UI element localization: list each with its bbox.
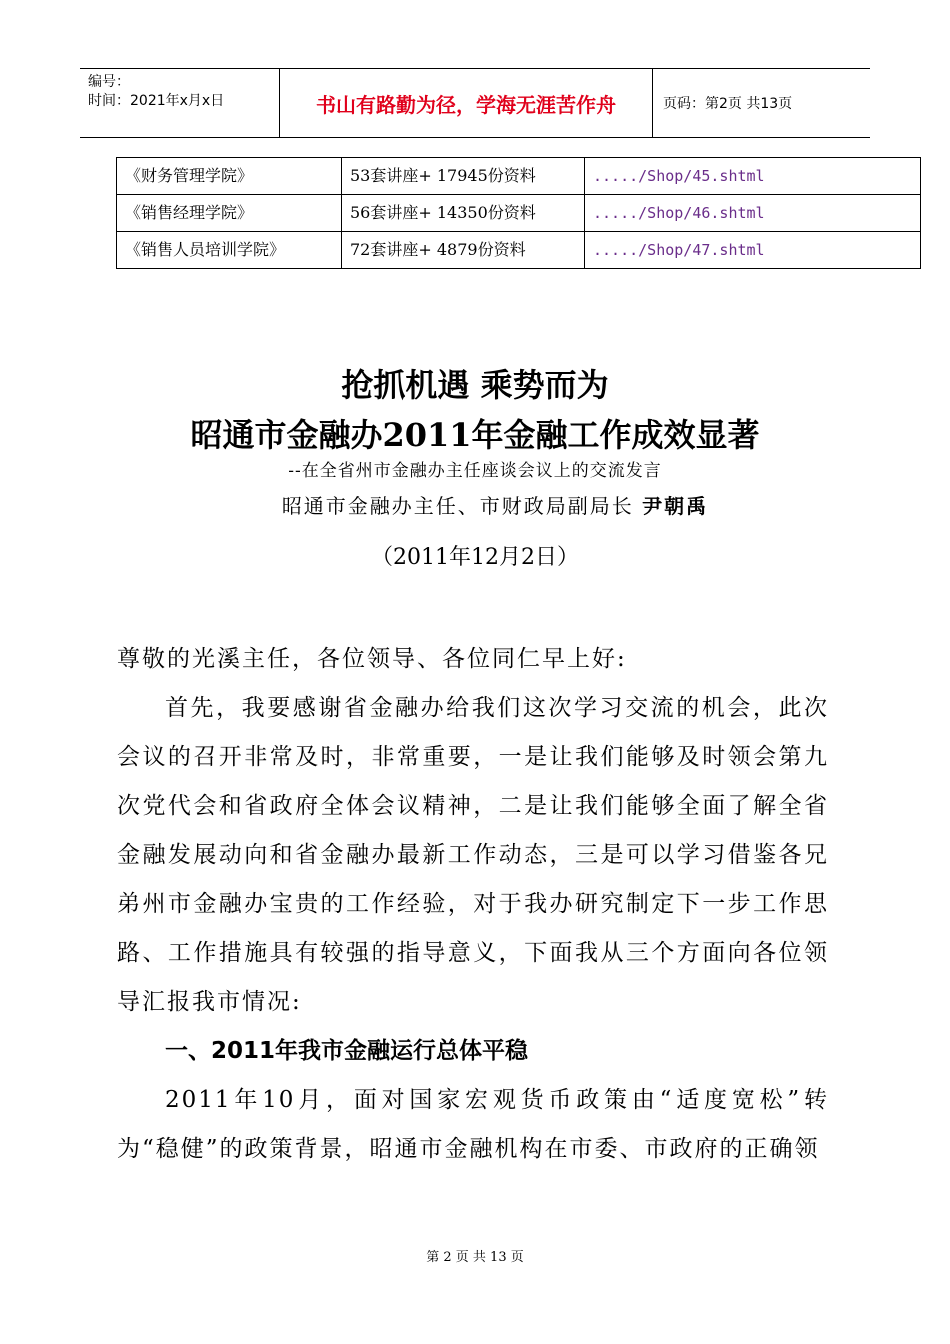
table-row: [117, 232, 921, 269]
table-cell-name: 《销售人员培训学院》: [117, 232, 342, 269]
number-label: 编号：: [88, 74, 130, 90]
author-role: 昭通市金融办主任、市财政局副局长: [281, 494, 634, 518]
header-motto: 书山有路勤为径，学海无涯苦作舟: [280, 69, 653, 137]
document-author: [0, 490, 950, 519]
page-footer: 第 2 页 共 13 页: [426, 1250, 524, 1265]
header-page-info: 页码：第2页 共13页: [663, 96, 793, 112]
author-name: 尹朝禹: [642, 494, 709, 518]
table-row: [117, 195, 921, 232]
table-cell-name: 《财务管理学院》: [117, 158, 342, 195]
body-paragraph: 首先，我要感谢省金融办给我们这次学习交流的机会，此次会议的召开非常及时，非常重要，一是让我们能够及时领会第九次党代会和省政府全体会议精神，二是让我们能够全面了解全省金融发展动向和省金融办最新工作动态，三是可以学习借鉴各兄弟州市金融办宝贵的工作经验，对于我办研究制定下一步工作思路、工作措施具有较强的指导意义，下面我从三个方面向各位领导汇报我市情况:: [117, 695, 829, 1015]
header-meta: [80, 69, 280, 137]
table-cell-link[interactable]: ...../Shop/47.shtml: [585, 232, 921, 269]
document-subtitle: --在全省州市金融办主任座谈会议上的交流发言: [288, 461, 662, 481]
table-cell-link[interactable]: ...../Shop/45.shtml: [585, 158, 921, 195]
document-date: （2011年12月2日）: [371, 545, 579, 570]
section-heading: 一、2011年我市金融运行总体平稳: [165, 1038, 529, 1064]
document-title-line1: 抢抓机遇 乘势而为: [341, 366, 609, 404]
table-cell-link[interactable]: ...../Shop/46.shtml: [585, 195, 921, 232]
greeting-paragraph: 尊敬的光溪主任，各位领导、各位同仁早上好:: [117, 646, 627, 672]
document-title-line2: 昭通市金融办2011年金融工作成效显著: [190, 416, 760, 454]
body-paragraph: 2011年10月，面对国家宏观货币政策由“适度宽松”转为“稳健”的政策背景，昭通市金融机构在市委、市政府的正确领: [117, 1087, 829, 1162]
table-row: [117, 158, 921, 195]
resource-table: [116, 157, 921, 269]
time-label: 时间：2021年x月x日: [88, 93, 225, 109]
document-body: [117, 635, 829, 1174]
table-cell-name: 《销售经理学院》: [117, 195, 342, 232]
table-cell-content: 53套讲座+ 17945份资料: [342, 158, 585, 195]
table-cell-content: 56套讲座+ 14350份资料: [342, 195, 585, 232]
table-cell-content: 72套讲座+ 4879份资料: [342, 232, 585, 269]
page-header: [80, 68, 870, 138]
